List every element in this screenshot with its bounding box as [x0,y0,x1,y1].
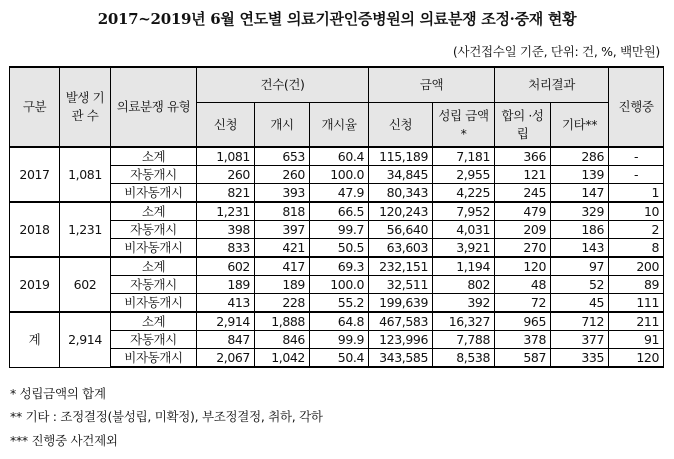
agree-cell: 120 [495,257,551,276]
amt-settle-cell: 7,952 [433,202,495,221]
year-cell: 계 [10,312,60,367]
header-start: 개시 [255,103,310,147]
document-title: 2017~2019년 6월 연도별 의료기관인증병원의 의료분쟁 조정·중재 현황 [97,10,577,28]
agree-cell: 270 [495,239,551,258]
ongoing-cell: 200 [609,257,664,276]
apply-cell: 821 [197,184,255,203]
amt-apply-cell: 63,603 [369,239,433,258]
start-cell: 818 [255,202,310,221]
amt-apply-cell: 115,189 [369,147,433,166]
other-cell: 52 [551,276,609,294]
footnote-ongoing: *** 진행중 사건제외 [10,433,118,448]
type-cell: 비자동개시 [111,239,197,258]
header-start-rate: 개시율 [310,103,369,147]
institutions-cell: 1,081 [60,147,111,202]
other-cell: 143 [551,239,609,258]
unit-note: (사건접수일 기준, 단위: 건, %, 백만원) [452,44,660,59]
amt-apply-cell: 34,845 [369,166,433,184]
other-cell: 139 [551,166,609,184]
ongoing-cell: 8 [609,239,664,258]
institutions-cell: 1,231 [60,202,111,257]
ongoing-cell: - [609,166,664,184]
type-cell: 자동개시 [111,331,197,349]
amt-settle-cell: 3,921 [433,239,495,258]
ongoing-cell: 120 [609,349,664,368]
header-amount-group: 금액 [369,67,495,103]
table-row [10,312,664,331]
year-cell: 2018 [10,202,60,257]
table-body [10,147,664,367]
amt-apply-cell: 123,996 [369,331,433,349]
rate-cell: 60.4 [310,147,369,166]
other-cell: 45 [551,294,609,313]
type-cell: 소계 [111,257,197,276]
agree-cell: 72 [495,294,551,313]
other-cell: 377 [551,331,609,349]
type-cell: 비자동개시 [111,184,197,203]
footnote-settled: * 성립금액의 합계 [10,386,106,401]
amt-settle-cell: 392 [433,294,495,313]
header-gubun: 구분 [10,67,60,147]
header-institutions: 발생 기관 수 [60,67,111,147]
agree-cell: 245 [495,184,551,203]
header-ongoing: 진행중 [609,67,664,147]
ongoing-cell: 89 [609,276,664,294]
ongoing-cell: 1 [609,184,664,203]
rate-cell: 99.9 [310,331,369,349]
apply-cell: 847 [197,331,255,349]
amt-apply-cell: 56,640 [369,221,433,239]
other-cell: 97 [551,257,609,276]
table-row [10,257,664,276]
type-cell: 소계 [111,312,197,331]
apply-cell: 413 [197,294,255,313]
type-cell: 자동개시 [111,221,197,239]
agree-cell: 587 [495,349,551,368]
ongoing-cell: 111 [609,294,664,313]
amt-settle-cell: 8,538 [433,349,495,368]
type-cell: 소계 [111,147,197,166]
apply-cell: 189 [197,276,255,294]
header-amount-settled: 성립 금액* [433,103,495,147]
amt-apply-cell: 467,583 [369,312,433,331]
ongoing-cell: 211 [609,312,664,331]
mediation-status-table [9,66,664,368]
agree-cell: 366 [495,147,551,166]
rate-cell: 55.2 [310,294,369,313]
apply-cell: 1,231 [197,202,255,221]
start-cell: 189 [255,276,310,294]
amt-settle-cell: 4,225 [433,184,495,203]
start-cell: 653 [255,147,310,166]
rate-cell: 64.8 [310,312,369,331]
type-cell: 자동개시 [111,276,197,294]
year-cell: 2019 [10,257,60,312]
agree-cell: 48 [495,276,551,294]
agree-cell: 965 [495,312,551,331]
other-cell: 286 [551,147,609,166]
ongoing-cell: 2 [609,221,664,239]
amt-apply-cell: 232,151 [369,257,433,276]
start-cell: 1,042 [255,349,310,368]
other-cell: 147 [551,184,609,203]
header-result-group: 처리결과 [495,67,609,103]
rate-cell: 50.4 [310,349,369,368]
start-cell: 846 [255,331,310,349]
amt-settle-cell: 7,788 [433,331,495,349]
header-amount-apply: 신청 [369,103,433,147]
amt-apply-cell: 32,511 [369,276,433,294]
type-cell: 소계 [111,202,197,221]
type-cell: 비자동개시 [111,294,197,313]
start-cell: 260 [255,166,310,184]
rate-cell: 69.3 [310,257,369,276]
footnote-other: ** 기타 : 조정결정(불성립, 미확정), 부조정결정, 취하, 각하 [10,409,323,424]
start-cell: 417 [255,257,310,276]
header-agree: 합의 ·성립 [495,103,551,147]
rate-cell: 100.0 [310,166,369,184]
apply-cell: 1,081 [197,147,255,166]
type-cell: 자동개시 [111,166,197,184]
amt-apply-cell: 120,243 [369,202,433,221]
rate-cell: 100.0 [310,276,369,294]
year-cell: 2017 [10,147,60,202]
rate-cell: 66.5 [310,202,369,221]
amt-apply-cell: 199,639 [369,294,433,313]
header-apply: 신청 [197,103,255,147]
amt-settle-cell: 16,327 [433,312,495,331]
agree-cell: 378 [495,331,551,349]
start-cell: 1,888 [255,312,310,331]
amt-settle-cell: 1,194 [433,257,495,276]
header-other: 기타** [551,103,609,147]
header-dispute-type: 의료분쟁 유형 [111,67,197,147]
apply-cell: 260 [197,166,255,184]
agree-cell: 479 [495,202,551,221]
rate-cell: 50.5 [310,239,369,258]
apply-cell: 602 [197,257,255,276]
amt-apply-cell: 343,585 [369,349,433,368]
other-cell: 335 [551,349,609,368]
other-cell: 712 [551,312,609,331]
amt-apply-cell: 80,343 [369,184,433,203]
ongoing-cell: 10 [609,202,664,221]
type-cell: 비자동개시 [111,349,197,368]
other-cell: 186 [551,221,609,239]
rate-cell: 47.9 [310,184,369,203]
amt-settle-cell: 2,955 [433,166,495,184]
apply-cell: 2,067 [197,349,255,368]
start-cell: 421 [255,239,310,258]
amt-settle-cell: 7,181 [433,147,495,166]
start-cell: 397 [255,221,310,239]
agree-cell: 121 [495,166,551,184]
start-cell: 228 [255,294,310,313]
start-cell: 393 [255,184,310,203]
other-cell: 329 [551,202,609,221]
table-row [10,202,664,221]
institutions-cell: 2,914 [60,312,111,367]
ongoing-cell: - [609,147,664,166]
rate-cell: 99.7 [310,221,369,239]
apply-cell: 2,914 [197,312,255,331]
ongoing-cell: 91 [609,331,664,349]
agree-cell: 209 [495,221,551,239]
apply-cell: 398 [197,221,255,239]
institutions-cell: 602 [60,257,111,312]
apply-cell: 833 [197,239,255,258]
table-row [10,147,664,166]
amt-settle-cell: 4,031 [433,221,495,239]
header-count-group: 건수(건) [197,67,369,103]
amt-settle-cell: 802 [433,276,495,294]
